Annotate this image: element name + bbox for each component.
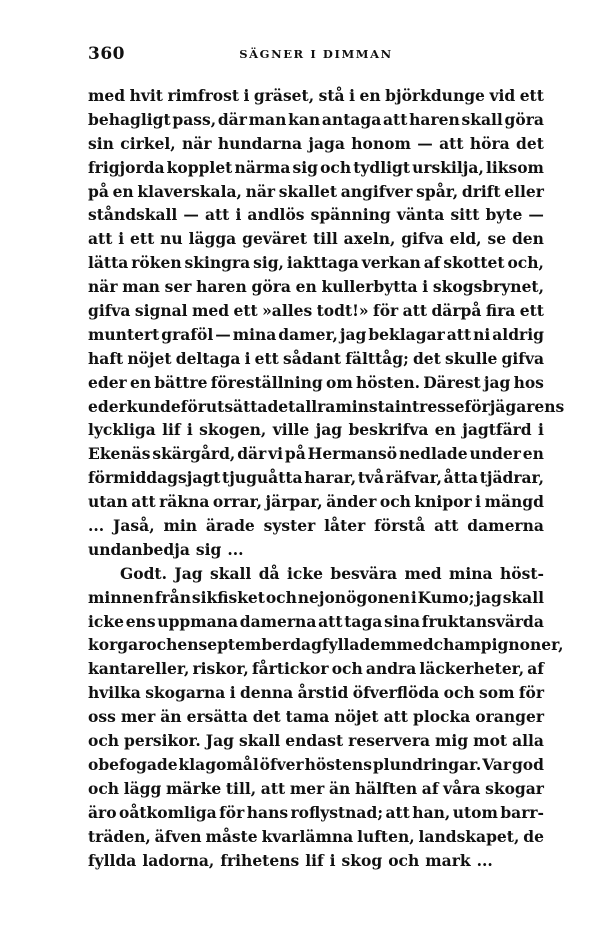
text-line: oss mer än ersätta det tama nöjet att plocka oranger bbox=[88, 707, 544, 727]
text-line: träden, äfven måste kvarlämna luften, landskapet, de bbox=[88, 826, 544, 846]
text-line: muntert graföl — mina damer, jag beklagar att ni aldrig bbox=[88, 324, 544, 344]
text-line: icke ens uppmana damerna att taga sina fruktansvärda bbox=[88, 611, 544, 631]
text-line: Godt. Jag skall då icke besvära med mina höst- bbox=[120, 563, 544, 583]
text-line: eder kunde förutsätta det allraminsta intresse för jägarens bbox=[88, 396, 565, 416]
text-line: och lägg märke till, att mer än hälften af våra skogar bbox=[88, 778, 544, 798]
text-line: när man ser haren göra en kullerbytta i skogsbrynet, bbox=[88, 277, 544, 297]
text-line: behagligt pass, där man kan antaga att haren skall göra bbox=[88, 109, 544, 129]
text-line: sin cirkel, när hundarna jaga honom — att höra det bbox=[88, 133, 544, 153]
text-line: äro oåtkomliga för hans roflystnad; att han, utom barr- bbox=[88, 802, 544, 822]
text-line: förmiddagsjagt tjuguåtta harar, två räfvar, åtta tjädrar, bbox=[88, 468, 544, 488]
text-line: Ekenäs skärgård, där vi på Hermansö nedlade under en bbox=[88, 444, 544, 464]
text-line: eder en bättre föreställning om hösten. Därest jag hos bbox=[88, 372, 544, 392]
text-line: ståndskall — att i andlös spänning vänta sitt byte — bbox=[88, 205, 544, 225]
text-line: hvilka skogarna i denna årstid öfverflöda och som för bbox=[88, 683, 544, 703]
text-line: undanbedja sig ... bbox=[88, 539, 244, 559]
text-line: kantareller, riskor, fårtickor och andra läckerheter, af bbox=[88, 659, 544, 679]
page-header bbox=[88, 44, 544, 68]
text-line: lätta röken skingra sig, iakttaga verkan af skottet och, bbox=[88, 253, 544, 273]
text-line: korgar och en septemberdag fylla dem med champignoner, bbox=[88, 635, 564, 655]
text-line: minnen från sikfisket och nejonögonen i Kumo; jag skall bbox=[88, 587, 544, 607]
page-number: 360 bbox=[88, 44, 125, 64]
text-line: utan att räkna orrar, järpar, änder och knipor i mängd bbox=[88, 492, 544, 512]
text-line: att i ett nu lägga geväret till axeln, gifva eld, se den bbox=[88, 229, 544, 249]
text-line: ... Jaså, min ärade syster låter förstå att damerna bbox=[88, 516, 544, 536]
text-line: frigjorda kopplet närma sig och tydligt urskilja, liksom bbox=[88, 157, 544, 177]
text-line: fyllda ladorna, frihetens lif i skog och mark ... bbox=[88, 850, 493, 870]
text-line: på en klaverskala, när skallet angifver spår, drift eller bbox=[88, 181, 544, 201]
text-line: obefogade klagomål öfver höstens plundringar. Var god bbox=[88, 754, 544, 774]
text-line: lyckliga lif i skogen, ville jag beskrifva en jagtfärd i bbox=[88, 420, 544, 440]
body-text bbox=[88, 84, 565, 872]
text-line: haft nöjet deltaga i ett sådant fälttåg; det skulle gifva bbox=[88, 348, 544, 368]
text-line: och persikor. Jag skall endast reservera mig mot alla bbox=[88, 731, 544, 751]
text-line: gifva signal med ett »alles todt!» för att därpå fira ett bbox=[88, 301, 544, 321]
text-line: med hvit rimfrost i gräset, stå i en björkdunge vid ett bbox=[88, 86, 544, 105]
running-head: SÄGNER I DIMMAN bbox=[239, 47, 393, 61]
